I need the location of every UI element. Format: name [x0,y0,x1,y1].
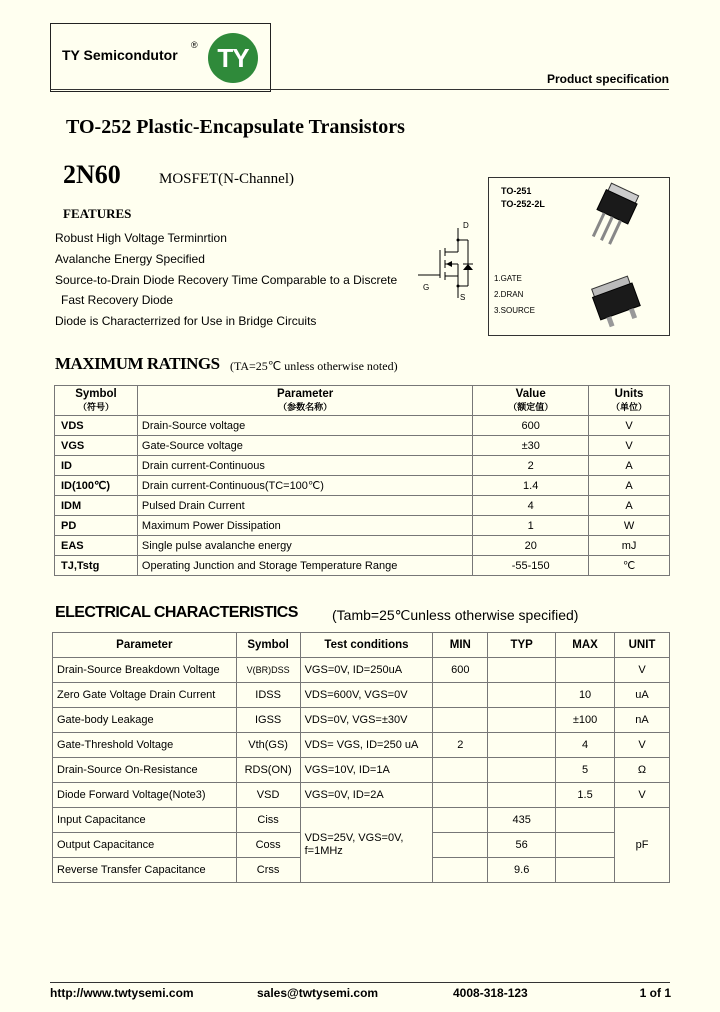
row-typ [488,708,556,733]
logo-text: TY [217,42,249,73]
col-header: TYP [488,633,556,658]
col-header: MIN [433,633,488,658]
table-row [55,536,670,556]
page-title: TO-252 Plastic-Encapsulate Transistors [66,116,405,138]
table-row [55,556,670,576]
row-value: -55-150 [473,556,589,576]
row-max: 1.5 [556,783,615,808]
source-label: S [460,293,466,302]
row-min: 600 [433,658,488,683]
row-max: 10 [556,683,615,708]
header-units: Units [614,387,644,400]
table-row [55,496,670,516]
col-header-parameter [137,386,472,416]
feature-item: Fast Recovery Diode [61,293,174,307]
row-unit: nA [615,708,670,733]
row-max [556,858,615,883]
row-max [556,808,615,833]
header-symbol: Symbol [75,387,117,400]
row-typ: 56 [488,833,556,858]
row-symbol: RDS(ON) [236,758,300,783]
part-number: 2N60 [63,160,121,189]
row-min [433,783,488,808]
package-label-to251: TO-251 [501,186,532,196]
table-row [53,783,670,808]
electrical-note: (Tamb=25℃unless otherwise specified) [332,607,579,623]
row-parameter: Reverse Transfer Capacitance [53,858,237,883]
row-parameter: Gate-Threshold Voltage [53,733,237,758]
row-conditions: VDS=0V, VGS=±30V [300,708,433,733]
row-symbol: Vth(GS) [236,733,300,758]
col-header-units [589,386,670,416]
row-typ [488,758,556,783]
table-row [55,416,670,436]
pin-label: 3.SOURCE [494,306,535,315]
col-header: Test conditions [300,633,433,658]
row-symbol: EAS [55,536,138,556]
row-parameter: Drain-Source On-Resistance [53,758,237,783]
row-min [433,708,488,733]
row-symbol: Ciss [236,808,300,833]
row-min [433,683,488,708]
feature-item: Source-to-Drain Diode Recovery Time Comparable to a Discrete [55,273,398,287]
table-row [55,436,670,456]
row-max [556,833,615,858]
row-parameter: Drain-Source voltage [137,416,472,436]
col-header: MAX [556,633,615,658]
row-unit: mJ [589,536,670,556]
row-typ [488,733,556,758]
table-row [53,758,670,783]
row-symbol: Crss [236,858,300,883]
footer-url[interactable]: http://www.twtysemi.com [50,986,194,1000]
col-header-value [473,386,589,416]
row-unit: Ω [615,758,670,783]
drain-label: D [463,221,469,230]
electrical-table [52,632,670,883]
row-min [433,808,488,833]
row-conditions: VGS=0V, ID=250uA [300,658,433,683]
to251-package-image [576,180,646,250]
package-label-to252: TO-252-2L [501,199,545,209]
table-row [53,708,670,733]
row-parameter: Gate-body Leakage [53,708,237,733]
row-max [556,658,615,683]
footer-email[interactable]: sales@twtysemi.com [257,986,379,1000]
row-parameter: Single pulse avalanche energy [137,536,472,556]
row-min: 2 [433,733,488,758]
registered-mark: ® [191,40,198,50]
table-row [53,808,670,833]
row-typ: 9.6 [488,858,556,883]
row-typ [488,683,556,708]
row-symbol: V(BR)DSS [236,658,300,683]
max-ratings-heading: MAXIMUM RATINGS [55,354,220,373]
table-row [55,456,670,476]
row-value: 20 [473,536,589,556]
max-ratings-table [54,385,670,576]
row-symbol: TJ,Tstg [55,556,138,576]
row-symbol: PD [55,516,138,536]
row-unit: A [589,456,670,476]
row-conditions: VDS= VGS, ID=250 uA [300,733,433,758]
company-name: TY Semicondutor [62,47,178,63]
table-row [53,733,670,758]
row-unit: W [589,516,670,536]
row-unit: A [589,496,670,516]
row-value: 600 [473,416,589,436]
row-unit: V [589,416,670,436]
row-symbol: IDM [55,496,138,516]
row-symbol: VGS [55,436,138,456]
row-parameter: Input Capacitance [53,808,237,833]
row-max: 4 [556,733,615,758]
feature-item: Avalanche Energy Specified [55,252,205,266]
row-value: ±30 [473,436,589,456]
header-value: Value [515,387,546,400]
pin-label: 1.GATE [494,274,522,283]
row-parameter: Pulsed Drain Current [137,496,472,516]
row-parameter: Maximum Power Dissipation [137,516,472,536]
row-unit: V [589,436,670,456]
row-parameter: Gate-Source voltage [137,436,472,456]
footer-rule [50,982,670,983]
row-symbol: ID(100℃) [55,476,138,496]
row-symbol: IGSS [236,708,300,733]
header-units-cn: （单位） [611,401,648,412]
capacitance-conditions: VDS=25V, VGS=0V, f=1MHz [300,808,433,883]
col-header-symbol [55,386,138,416]
row-symbol: Coss [236,833,300,858]
footer-phone: 4008-318-123 [453,986,528,1000]
row-unit: V [615,658,670,683]
row-value: 1.4 [473,476,589,496]
row-conditions: VGS=10V, ID=1A [300,758,433,783]
row-parameter: Drain-Source Breakdown Voltage [53,658,237,683]
row-value: 2 [473,456,589,476]
row-max: 5 [556,758,615,783]
max-ratings-note: (TA=25℃ unless otherwise noted) [230,359,398,373]
row-symbol: IDSS [236,683,300,708]
row-parameter: Diode Forward Voltage(Note3) [53,783,237,808]
capacitance-unit: pF [615,808,670,883]
company-logo [208,33,258,83]
row-parameter: Zero Gate Voltage Drain Current [53,683,237,708]
gate-label: G [423,283,430,292]
row-value: 1 [473,516,589,536]
row-typ: 435 [488,808,556,833]
header-parameter-cn: （参数名称） [278,401,333,412]
col-header: Parameter [53,633,237,658]
product-spec-label: Product specification [546,72,669,86]
row-min [433,758,488,783]
table-row [53,683,670,708]
feature-item: Robust High Voltage Terminrtion [55,231,227,245]
electrical-heading: ELECTRICAL CHARACTERISTICS [55,604,298,621]
header-symbol-cn: （符号） [77,401,114,412]
row-min [433,833,488,858]
row-unit: ℃ [589,556,670,576]
features-heading: FEATURES [63,206,132,221]
footer-page: 1 of 1 [639,986,671,1000]
row-unit: uA [615,683,670,708]
row-parameter: Output Capacitance [53,833,237,858]
row-unit: V [615,733,670,758]
row-min [433,858,488,883]
col-header: Symbol [236,633,300,658]
table-row [55,476,670,496]
row-parameter: Drain current-Continuous(TC=100℃) [137,476,472,496]
feature-item: Diode is Characterrized for Use in Bridge Circuits [55,314,317,328]
row-symbol: ID [55,456,138,476]
row-typ [488,658,556,683]
header-parameter: Parameter [276,387,334,400]
row-conditions: VDS=600V, VGS=0V [300,683,433,708]
row-parameter: Operating Junction and Storage Temperature Range [137,556,472,576]
row-max: ±100 [556,708,615,733]
row-typ [488,783,556,808]
table-row [53,658,670,683]
table-row [55,516,670,536]
pin-label: 2.DRAN [494,290,524,299]
row-symbol: VSD [236,783,300,808]
row-conditions: VGS=0V, ID=2A [300,783,433,808]
row-unit: A [589,476,670,496]
col-header: UNIT [615,633,670,658]
header-rule [50,89,669,90]
to252-package-image [588,275,648,331]
row-symbol: VDS [55,416,138,436]
row-unit: V [615,783,670,808]
part-type: MOSFET(N-Channel) [159,171,294,187]
row-parameter: Drain current-Continuous [137,456,472,476]
row-value: 4 [473,496,589,516]
header-value-cn: （额定值） [508,401,554,412]
